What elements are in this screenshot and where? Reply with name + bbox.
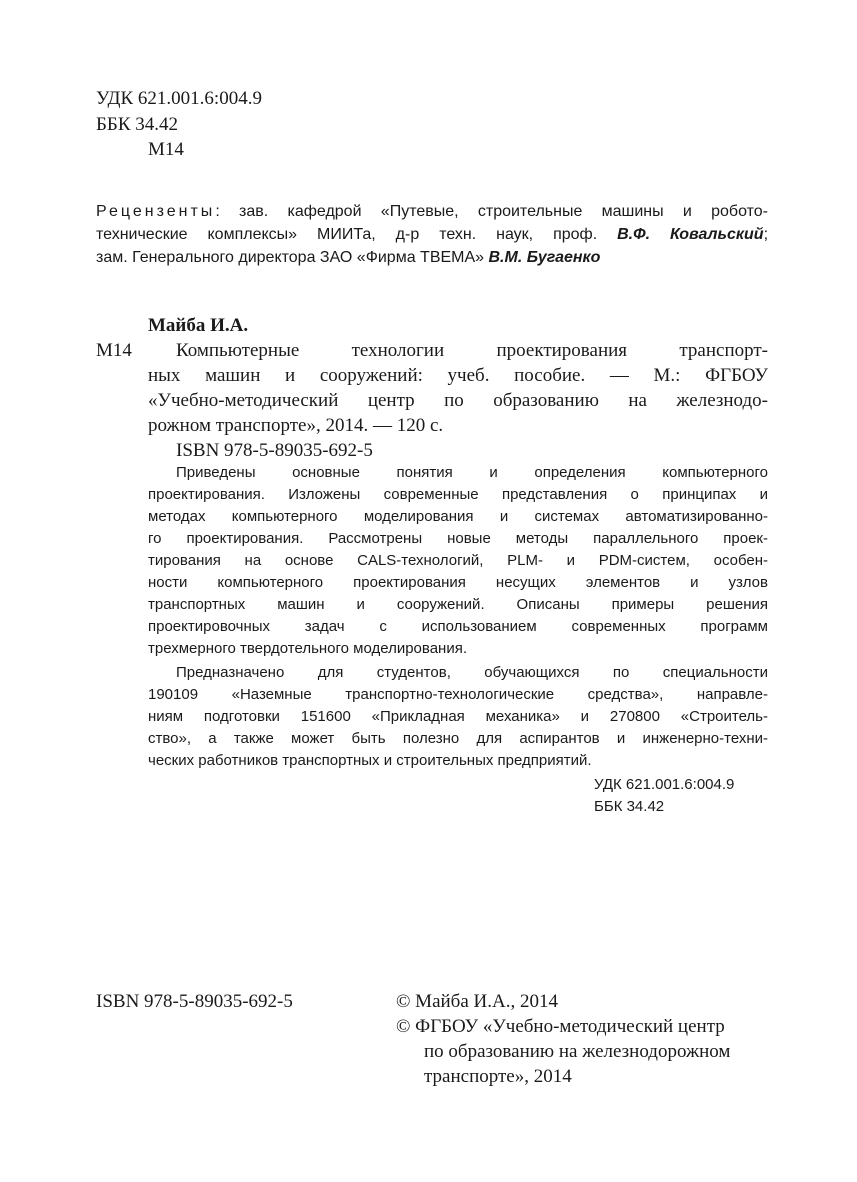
purpose-line-2: 190109 «Наземные транспортно-технологические средства», направле- [148,686,768,703]
udk-code: УДК 621.001.6:004.9 [96,88,262,109]
footer-isbn: ISBN 978-5-89035-692-5 [96,991,293,1012]
abstract-line-3: методах компьютерного моделирования и системах автоматизированно- [148,508,768,525]
bbk-code: ББК 34.42 [96,114,178,135]
record-code: М14 [96,340,132,361]
record-isbn: ISBN 978-5-89035-692-5 [176,440,373,461]
reviewers-label: Рецензенты [96,203,216,220]
copyright-publisher-line-2: по образованию на железнодорожном [424,1041,731,1062]
abstract-line-5: тирования на основе CALS-технологий, PLM- и PDM-систем, особен- [148,552,768,569]
reviewers-line-2: технические комплексы» МИИТа, д-р техн. наук, проф. В.Ф. Ковальский; [96,226,769,243]
abstract-line-2: проектирования. Изложены современные представления о принципах и [148,486,768,503]
index-udk: УДК 621.001.6:004.9 [594,776,735,793]
abstract-line-6: ности компьютерного проектирования несущих элементов и узлов [148,574,768,591]
record-author: Майба И.А. [148,315,249,336]
abstract-line-1: Приведены основные понятия и определения компьютерного [176,464,768,481]
abstract-line-9: трехмерного твердотельного моделирования. [148,640,467,657]
reviewers-line-1: Рецензенты: зав. кафедрой «Путевые, строительные машины и робото- [96,203,768,220]
abstract-line-7: транспортных машин и сооружений. Описаны примеры решения [148,596,768,613]
record-title-line-4: рожном транспорте», 2014. — 120 с. [148,415,444,436]
purpose-line-4: ство», а также может быть полезно для аспирантов и инженерно-техни- [148,730,768,747]
reviewer-name-2: В.М. Бугаенко [488,249,601,266]
reviewers-line-3: зам. Генерального директора ЗАО «Фирма ТВЕМА» В.М. Бугаенко [96,249,601,266]
record-title-line-1: Компьютерные технологии проектирования транспорт- [176,340,768,361]
index-bbk: ББК 34.42 [594,798,665,815]
copyright-publisher-line-1: © ФГБОУ «Учебно-методический центр [396,1016,725,1037]
abstract-line-4: го проектирования. Рассмотрены новые методы параллельного проек- [148,530,768,547]
purpose-line-1: Предназначено для студентов, обучающихся по специальности [176,664,768,681]
author-mark: М14 [148,139,184,160]
record-title-line-2: ных машин и сооружений: учеб. пособие. — М.: ФГБОУ [148,365,768,386]
record-title-line-3: «Учебно-методический центр по образованию на железнодо- [148,390,768,411]
copyright-author: © Майба И.А., 2014 [396,991,558,1012]
abstract-line-8: проектировочных задач с использованием современных программ [148,618,768,635]
purpose-line-5: ческих работников транспортных и строительных предприятий. [148,752,592,769]
reviewer-name-1: В.Ф. Ковальский [617,226,764,243]
copyright-publisher-line-3: транспорте», 2014 [424,1066,572,1087]
purpose-line-3: ниям подготовки 151600 «Прикладная механика» и 270800 «Строитель- [148,708,768,725]
